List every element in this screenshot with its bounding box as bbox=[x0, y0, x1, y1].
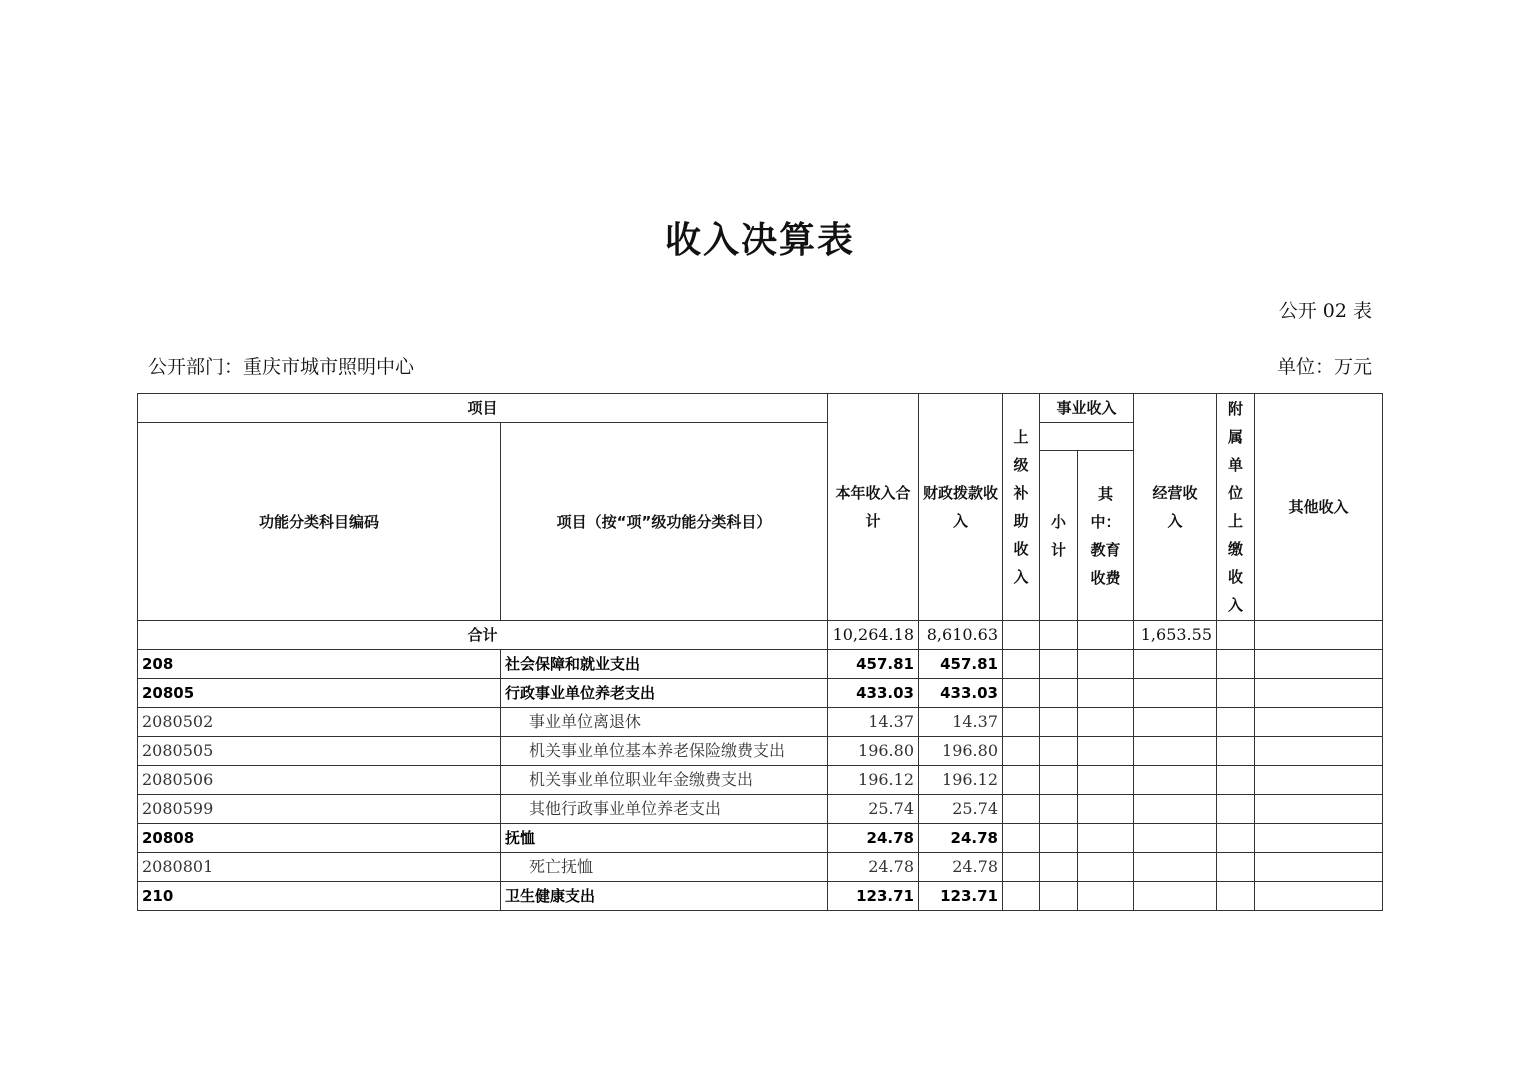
code-cell: 2080599 bbox=[138, 795, 501, 824]
document-title: 收入决算表 bbox=[664, 220, 855, 261]
fiscal-cell: 433.03 bbox=[919, 679, 1003, 708]
item-cell: 行政事业单位养老支出 bbox=[501, 679, 828, 708]
fiscal-cell: 24.78 bbox=[919, 824, 1003, 853]
table-row bbox=[138, 824, 1383, 853]
department-label: 公开部门：重庆市城市照明中心 bbox=[148, 356, 415, 378]
table-row bbox=[138, 737, 1383, 766]
total-label: 合计 bbox=[138, 621, 828, 650]
education-fee-cell bbox=[1078, 708, 1134, 737]
education-fee-cell bbox=[1078, 737, 1134, 766]
header-item: 项目（按“项”级功能分类科目） bbox=[501, 423, 828, 621]
fiscal-cell: 457.81 bbox=[919, 650, 1003, 679]
affiliate-remit-cell bbox=[1217, 679, 1255, 708]
other-income-cell bbox=[1255, 853, 1383, 882]
income-table bbox=[137, 393, 1383, 911]
code-cell: 20808 bbox=[138, 824, 501, 853]
operating-income-cell bbox=[1134, 824, 1217, 853]
other-income-cell bbox=[1255, 766, 1383, 795]
item-cell: 卫生健康支出 bbox=[501, 882, 828, 911]
operating-income-cell bbox=[1134, 766, 1217, 795]
subtotal-cell bbox=[1040, 708, 1078, 737]
table-row bbox=[138, 708, 1383, 737]
fiscal-cell: 196.80 bbox=[919, 737, 1003, 766]
subtotal-cell bbox=[1040, 824, 1078, 853]
code-cell: 2080502 bbox=[138, 708, 501, 737]
header-operating-income: 经营收入 bbox=[1134, 394, 1217, 621]
fiscal-cell: 196.12 bbox=[919, 766, 1003, 795]
subtotal-cell bbox=[1040, 737, 1078, 766]
operating-income-cell bbox=[1134, 853, 1217, 882]
total-operating-cell: 1,653.55 bbox=[1134, 621, 1217, 650]
operating-income-cell bbox=[1134, 795, 1217, 824]
header-subtotal: 小计 bbox=[1040, 451, 1078, 621]
header-superior-subsidy: 上级补助收入 bbox=[1003, 394, 1040, 621]
other-income-cell bbox=[1255, 824, 1383, 853]
item-cell: 机关事业单位职业年金缴费支出 bbox=[501, 766, 828, 795]
table-row bbox=[138, 766, 1383, 795]
superior-subsidy-cell bbox=[1003, 679, 1040, 708]
table-row bbox=[138, 679, 1383, 708]
education-fee-cell bbox=[1078, 882, 1134, 911]
other-income-cell bbox=[1255, 795, 1383, 824]
affiliate-remit-cell bbox=[1217, 824, 1255, 853]
superior-subsidy-cell bbox=[1003, 737, 1040, 766]
superior-subsidy-cell bbox=[1003, 766, 1040, 795]
fiscal-cell: 14.37 bbox=[919, 708, 1003, 737]
header-education-fee: 其中：教育收费 bbox=[1078, 451, 1134, 621]
other-income-cell bbox=[1255, 679, 1383, 708]
education-fee-cell bbox=[1078, 795, 1134, 824]
table-row bbox=[138, 795, 1383, 824]
table-body bbox=[138, 621, 1383, 911]
code-cell: 2080801 bbox=[138, 853, 501, 882]
other-income-cell bbox=[1255, 882, 1383, 911]
education-fee-cell bbox=[1078, 853, 1134, 882]
header-fiscal: 财政拨款收入 bbox=[919, 394, 1003, 621]
table-row bbox=[138, 853, 1383, 882]
operating-income-cell bbox=[1134, 708, 1217, 737]
superior-subsidy-cell bbox=[1003, 824, 1040, 853]
superior-subsidy-cell bbox=[1003, 650, 1040, 679]
total-income-cell: 457.81 bbox=[828, 650, 919, 679]
education-fee-cell bbox=[1078, 679, 1134, 708]
total-income-cell: 196.12 bbox=[828, 766, 919, 795]
unit-label: 单位：万元 bbox=[1276, 356, 1372, 378]
subtotal-cell bbox=[1040, 853, 1078, 882]
affiliate-remit-cell bbox=[1217, 795, 1255, 824]
form-number: 公开 02 表 bbox=[1278, 300, 1372, 322]
code-cell: 210 bbox=[138, 882, 501, 911]
other-income-cell bbox=[1255, 650, 1383, 679]
other-income-cell bbox=[1255, 708, 1383, 737]
operating-income-cell bbox=[1134, 650, 1217, 679]
affiliate-remit-cell bbox=[1217, 766, 1255, 795]
header-project-group: 项目 bbox=[138, 394, 828, 423]
subtotal-cell bbox=[1040, 679, 1078, 708]
subtotal-cell bbox=[1040, 766, 1078, 795]
affiliate-remit-cell bbox=[1217, 650, 1255, 679]
superior-subsidy-cell bbox=[1003, 882, 1040, 911]
total-income-cell: 123.71 bbox=[828, 882, 919, 911]
item-cell: 死亡抚恤 bbox=[501, 853, 828, 882]
item-cell: 社会保障和就业支出 bbox=[501, 650, 828, 679]
affiliate-remit-cell bbox=[1217, 853, 1255, 882]
total-education-cell bbox=[1078, 621, 1134, 650]
affiliate-remit-cell bbox=[1217, 708, 1255, 737]
fiscal-cell: 24.78 bbox=[919, 853, 1003, 882]
header-business-income: 事业收入 bbox=[1040, 394, 1134, 423]
header-total-income: 本年收入合计 bbox=[828, 394, 919, 621]
total-income-cell: 24.78 bbox=[828, 824, 919, 853]
header-code: 功能分类科目编码 bbox=[138, 423, 501, 621]
code-cell: 20805 bbox=[138, 679, 501, 708]
fiscal-cell: 123.71 bbox=[919, 882, 1003, 911]
item-cell: 事业单位离退休 bbox=[501, 708, 828, 737]
code-cell: 2080506 bbox=[138, 766, 501, 795]
superior-subsidy-cell bbox=[1003, 795, 1040, 824]
operating-income-cell bbox=[1134, 882, 1217, 911]
subtotal-cell bbox=[1040, 650, 1078, 679]
total-income-cell: 24.78 bbox=[828, 853, 919, 882]
subtotal-cell bbox=[1040, 882, 1078, 911]
operating-income-cell bbox=[1134, 679, 1217, 708]
code-cell: 2080505 bbox=[138, 737, 501, 766]
total-income-cell: 196.80 bbox=[828, 737, 919, 766]
operating-income-cell bbox=[1134, 737, 1217, 766]
table-row bbox=[138, 882, 1383, 911]
total-row bbox=[138, 621, 1383, 650]
total-affiliate-cell bbox=[1217, 621, 1255, 650]
item-cell: 机关事业单位基本养老保险缴费支出 bbox=[501, 737, 828, 766]
header-other-income: 其他收入 bbox=[1255, 394, 1383, 621]
total-fiscal-cell: 8,610.63 bbox=[919, 621, 1003, 650]
education-fee-cell bbox=[1078, 824, 1134, 853]
item-cell: 抚恤 bbox=[501, 824, 828, 853]
education-fee-cell bbox=[1078, 766, 1134, 795]
affiliate-remit-cell bbox=[1217, 882, 1255, 911]
total-income-cell: 25.74 bbox=[828, 795, 919, 824]
table-row bbox=[138, 650, 1383, 679]
superior-subsidy-cell bbox=[1003, 853, 1040, 882]
header-affiliate-remit: 附属单位上缴收入 bbox=[1217, 394, 1255, 621]
total-income-cell: 10,264.18 bbox=[828, 621, 919, 650]
other-income-cell bbox=[1255, 737, 1383, 766]
total-income-cell: 433.03 bbox=[828, 679, 919, 708]
subtotal-cell bbox=[1040, 795, 1078, 824]
total-superior-cell bbox=[1003, 621, 1040, 650]
total-subtotal-cell bbox=[1040, 621, 1078, 650]
code-cell: 208 bbox=[138, 650, 501, 679]
affiliate-remit-cell bbox=[1217, 737, 1255, 766]
education-fee-cell bbox=[1078, 650, 1134, 679]
fiscal-cell: 25.74 bbox=[919, 795, 1003, 824]
item-cell: 其他行政事业单位养老支出 bbox=[501, 795, 828, 824]
superior-subsidy-cell bbox=[1003, 708, 1040, 737]
total-other-cell bbox=[1255, 621, 1383, 650]
total-income-cell: 14.37 bbox=[828, 708, 919, 737]
